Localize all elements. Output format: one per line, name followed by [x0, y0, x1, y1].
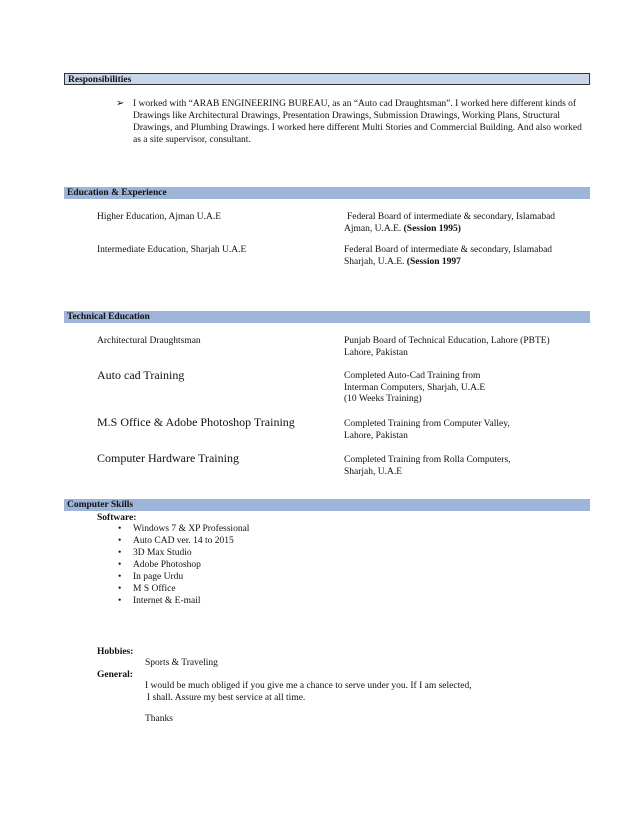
arrow-bullet-icon: ➢: [116, 98, 125, 109]
computer-skills-header: Computer Skills: [64, 499, 590, 511]
list-item: • Windows 7 & XP Professional: [118, 524, 250, 534]
education-row-2-board: Federal Board of intermediate & secondary, Islamabad: [344, 245, 553, 255]
technical-row-4-left: Computer Hardware Training: [97, 451, 239, 465]
education-row-2-place: Sharjah, U.A.E. (Session 1997: [344, 257, 461, 267]
education-row-1-left: Higher Education, Ajman U.A.E: [97, 212, 222, 222]
technical-row-4-r2: Sharjah, U.A.E: [344, 467, 403, 477]
education-row-1-board: Federal Board of intermediate & secondary, Islamabad: [347, 212, 556, 222]
software-list: [118, 523, 249, 607]
general-label: General:: [97, 670, 133, 680]
bullet-icon: •: [118, 548, 122, 558]
responsibilities-text: I worked with “ARAB ENGINEERING BUREAU, as an “Auto cad Draughtsman”. I worked here different kinds of Drawings like Architectural Drawings, Presentation Drawings, Submission Drawings, Working Plans, Structural Drawings, and Plumbing Drawings. I worked here different Multi Stories and Commercial Building. And also worked as a site supervisor, consultant.: [133, 99, 582, 145]
technical-row-2-r1: Completed Auto-Cad Training from: [344, 371, 481, 381]
technical-row-2-r3: (10 Weeks Training): [344, 394, 422, 404]
technical-row-3-r1: Completed Training from Computer Valley,: [344, 419, 510, 429]
general-line-1: I would be much obliged if you give me a chance to serve under you. If I am selected,: [145, 681, 472, 691]
bullet-icon: •: [118, 584, 122, 594]
hobbies-value: Sports & Traveling: [145, 658, 218, 668]
bullet-icon: •: [118, 536, 122, 546]
technical-header: Technical Education: [64, 311, 590, 323]
bullet-icon: •: [118, 524, 122, 534]
technical-row-1-left: Architectural Draughtsman: [97, 336, 201, 346]
general-line-2: I shall. Assure my best service at all time.: [147, 693, 306, 703]
list-item: • Auto CAD ver. 14 to 2015: [118, 536, 234, 546]
technical-row-1-r1: Punjab Board of Technical Education, Lahore (PBTE): [344, 336, 550, 346]
education-row-1-session: (Session 1995): [403, 224, 461, 234]
technical-row-1-r2: Lahore, Pakistan: [344, 348, 408, 358]
education-row-2-left: Intermediate Education, Sharjah U.A.E: [97, 245, 247, 255]
bullet-icon: •: [118, 596, 122, 606]
education-row-2-session: (Session 1997: [406, 257, 461, 267]
list-item: • 3D Max Studio: [118, 548, 192, 558]
technical-row-3-r2: Lahore, Pakistan: [344, 431, 408, 441]
technical-row-2-left: Auto cad Training: [97, 368, 185, 382]
software-label: Software:: [97, 513, 137, 523]
education-header: Education & Experience: [64, 187, 590, 199]
bullet-icon: •: [118, 560, 122, 570]
list-item: • Internet & E-mail: [118, 596, 201, 606]
responsibilities-header: Responsibilities: [64, 73, 590, 85]
technical-row-2-r2: Interman Computers, Sharjah, U.A.E: [344, 383, 486, 393]
technical-row-3-left: M.S Office & Adobe Photoshop Training: [97, 415, 295, 429]
list-item: • Adobe Photoshop: [118, 560, 201, 570]
education-row-1-place: Ajman, U.A.E. (Session 1995): [344, 224, 461, 234]
list-item: • M S Office: [118, 584, 176, 594]
technical-row-4-r1: Completed Training from Rolla Computers,: [344, 455, 511, 465]
list-item: • In page Urdu: [118, 572, 184, 582]
hobbies-label: Hobbies:: [97, 647, 134, 657]
bullet-icon: •: [118, 572, 122, 582]
thanks-text: Thanks: [145, 714, 173, 724]
